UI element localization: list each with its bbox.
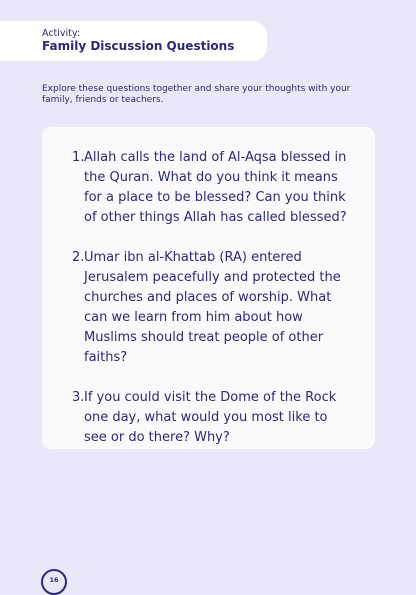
question-item bbox=[72, 148, 348, 228]
question-number: 3. bbox=[72, 390, 85, 405]
question-number: 2. bbox=[72, 250, 85, 265]
activity-header bbox=[0, 21, 267, 61]
activity-label: Activity: bbox=[42, 28, 81, 39]
question-number: 1. bbox=[72, 150, 85, 165]
question-item bbox=[72, 248, 348, 368]
intro-text: Explore these questions together and share your thoughts with your family, friends or teachers. bbox=[42, 84, 351, 105]
question-text: Umar ibn al-Khattab (RA) entered Jerusalem peacefully and protected the churches and places of worship. What can we learn from him about how Muslims should treat people of other faiths? bbox=[84, 250, 341, 365]
activity-title: Family Discussion Questions bbox=[42, 39, 235, 53]
question-text: Allah calls the land of Al-Aqsa blessed in the Quran. What do you think it means for a place to be blessed? Can you think of other things Allah has called blessed? bbox=[84, 150, 347, 225]
question-item bbox=[72, 388, 348, 448]
questions-card bbox=[42, 127, 375, 449]
question-list bbox=[72, 148, 348, 468]
page-number: 16 bbox=[49, 576, 59, 584]
question-text: If you could visit the Dome of the Rock one day, what would you most like to see or do there? Why? bbox=[84, 390, 337, 445]
page-number-badge bbox=[41, 569, 67, 595]
